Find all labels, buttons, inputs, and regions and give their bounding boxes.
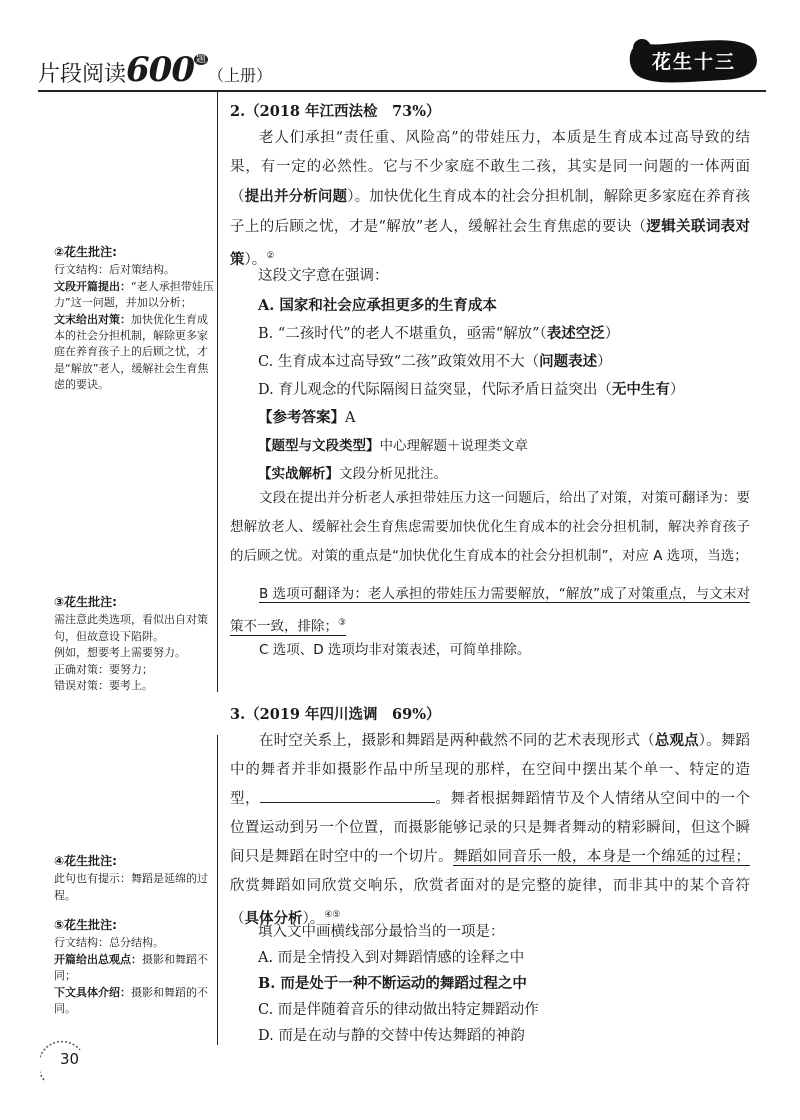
title-mark: 题 bbox=[196, 54, 206, 65]
note-line: 错误对策：要考上。 bbox=[54, 679, 153, 693]
analysis-paragraph-1: 文段在提出并分析老人承担带娃压力这一问题后，给出了对策，对策可翻译为：要想解放老人、缓解社会生育焦虑需要加快优化生育成本的社会分担机制，解决养育孩子的后顾之忧。对策的重点是“加快优化生育成本的社会分担机制”，对应 A 选项，当选； bbox=[230, 490, 750, 564]
note-line: 例如，想要考上需要努力。 bbox=[54, 646, 186, 660]
underlined-hint: 舞蹈如同音乐一般，本身是一个绵延的过程； bbox=[453, 849, 750, 865]
answer-line: 【参考答案】A bbox=[258, 409, 356, 426]
note-line: 行文结构：后对策结构。 bbox=[54, 263, 175, 277]
q3-option-c[interactable]: C. 而是伴随着音乐的律动做出特定舞蹈动作 bbox=[258, 1002, 539, 1018]
q3-option-a[interactable]: A. 而是全情投入到对舞蹈情感的诠释之中 bbox=[258, 950, 525, 966]
analysis-paragraph-3: C 选项、D 选项均非对策表述，可简单排除。 bbox=[259, 642, 531, 658]
book-title bbox=[38, 50, 272, 90]
type-line: 【题型与文段类型】中心理解题＋说理类文章 bbox=[258, 438, 528, 454]
title-suffix: （上册） bbox=[208, 66, 273, 85]
option-c[interactable]: C. 生育成本过高导致“二孩”政策效用不大（问题表述） bbox=[258, 353, 612, 370]
side-note-3 bbox=[54, 594, 214, 694]
note-label: 文末给出对策： bbox=[54, 312, 131, 326]
q3-option-b[interactable]: B. 而是处于一种不断运动的舞蹈过程之中 bbox=[258, 975, 527, 992]
logo-text: 花生十三 bbox=[652, 51, 737, 73]
analysis-line: 【实战解析】文段分析见批注。 bbox=[258, 466, 447, 482]
question-3-title: 3.（2019 年四川选调 69%） bbox=[230, 706, 441, 723]
passage-tag: 逻辑关联词表对策 bbox=[230, 218, 751, 268]
question-2-stem: 这段文字意在强调： bbox=[258, 268, 389, 284]
note-label: 开篇给出总观点： bbox=[54, 952, 142, 966]
side-note-2 bbox=[54, 244, 214, 394]
page-number: 30 bbox=[60, 1050, 80, 1068]
divider-bottom bbox=[217, 735, 218, 1045]
note-label: 文段开篇提出： bbox=[54, 279, 131, 293]
q3-option-d[interactable]: D. 而是在动与静的交替中传达舞蹈的神韵 bbox=[258, 1028, 525, 1044]
note-line: 需注意此类选项，看似出自对策句，但故意设下陷阱。 bbox=[54, 613, 208, 643]
divider-top bbox=[217, 92, 218, 692]
note-line: 加快优化生育成本的社会分担机制，解除更多家庭在养育孩子上的后顾之忧，才是“解放”老人，缓解社会生育焦虑的要诀。 bbox=[54, 312, 209, 392]
option-a[interactable]: A. 国家和社会应承担更多的生育成本 bbox=[258, 297, 497, 314]
header-rule bbox=[38, 90, 766, 92]
analysis-paragraph-2: B 选项可翻译为：老人承担的带娃压力需要解放，“解放”成了对策重点，与文末对策不一致，排除；③ bbox=[230, 586, 750, 635]
fill-blank[interactable] bbox=[260, 788, 435, 803]
passage-tag: 提出并分析问题 bbox=[244, 188, 348, 205]
side-note-4 bbox=[54, 853, 214, 904]
note-line: “老人承担带娃压力”这一问题，并加以分析； bbox=[54, 279, 214, 310]
question-2-passage bbox=[230, 124, 750, 275]
note-heading: ②花生批注: bbox=[54, 245, 117, 259]
passage-text: ）。 bbox=[244, 251, 267, 268]
note-line: 摄影和舞蹈的不同。 bbox=[54, 985, 208, 1016]
note-line: 正确对策：要努力； bbox=[54, 662, 153, 676]
note-heading: ⑤花生批注: bbox=[54, 918, 117, 932]
question-3-passage: 在时空关系上，摄影和舞蹈是两种截然不同的艺术表现形式（总观点）。舞蹈中的舞者并非如摄影作品中所呈现的那样，在空间中摆出某个单一、特定的造型， 。舞者根据舞蹈情节及个人情绪从空间中的一个位置运动到另一个位置，而摄影能够记录的只是舞者舞动的精彩瞬间，但这个瞬间只是舞蹈在时空中的一个切片。舞蹈如同音乐一般，本身是一个绵延的过程；欣赏舞蹈如同欣赏交响乐，欣赏者面对的是完整的旋律，而非其中的某个音符（具体分析）。④⑤ bbox=[230, 732, 751, 927]
question-3-stem: 填入文中画横线部分最恰当的一项是： bbox=[258, 924, 505, 940]
passage-text: ）。加快优化生育成本的社会分担机制，解除更多家庭在养育孩子上的后顾之忧，才是“解放”老人，缓解社会生育焦虑的要诀（ bbox=[230, 189, 751, 235]
note-heading: ④花生批注: bbox=[54, 854, 117, 868]
note-ref: ② bbox=[266, 251, 275, 261]
note-label: 下文具体介绍： bbox=[54, 985, 131, 999]
note-heading: ③花生批注: bbox=[54, 595, 117, 609]
title-number: 600 bbox=[126, 50, 194, 90]
title-prefix: 片段阅读 bbox=[38, 62, 127, 87]
question-2-title: 2.（2018 年江西法检 73%） bbox=[230, 103, 441, 120]
note-line: 摄影和舞蹈不同； bbox=[54, 952, 208, 983]
option-d[interactable]: D. 育儿观念的代际隔阂日益突显，代际矛盾日益突出（无中生有） bbox=[258, 381, 685, 398]
side-note-5 bbox=[54, 917, 214, 1017]
passage-text: 老人们承担“责任重、风险高”的带娃压力，本质是生育成本过高导致的结果，有一定的必然性。它与不少家庭不敢生二孩，其实是同一问题的一体两面（ bbox=[230, 130, 750, 205]
note-line: 此句也有提示：舞蹈是延绵的过程。 bbox=[54, 872, 208, 902]
option-b[interactable]: B. “二孩时代”的老人不堪重负，亟需“解放”（表述空泛） bbox=[258, 325, 620, 342]
answer-value: A bbox=[345, 410, 356, 426]
note-line: 行文结构：总分结构。 bbox=[54, 936, 164, 950]
